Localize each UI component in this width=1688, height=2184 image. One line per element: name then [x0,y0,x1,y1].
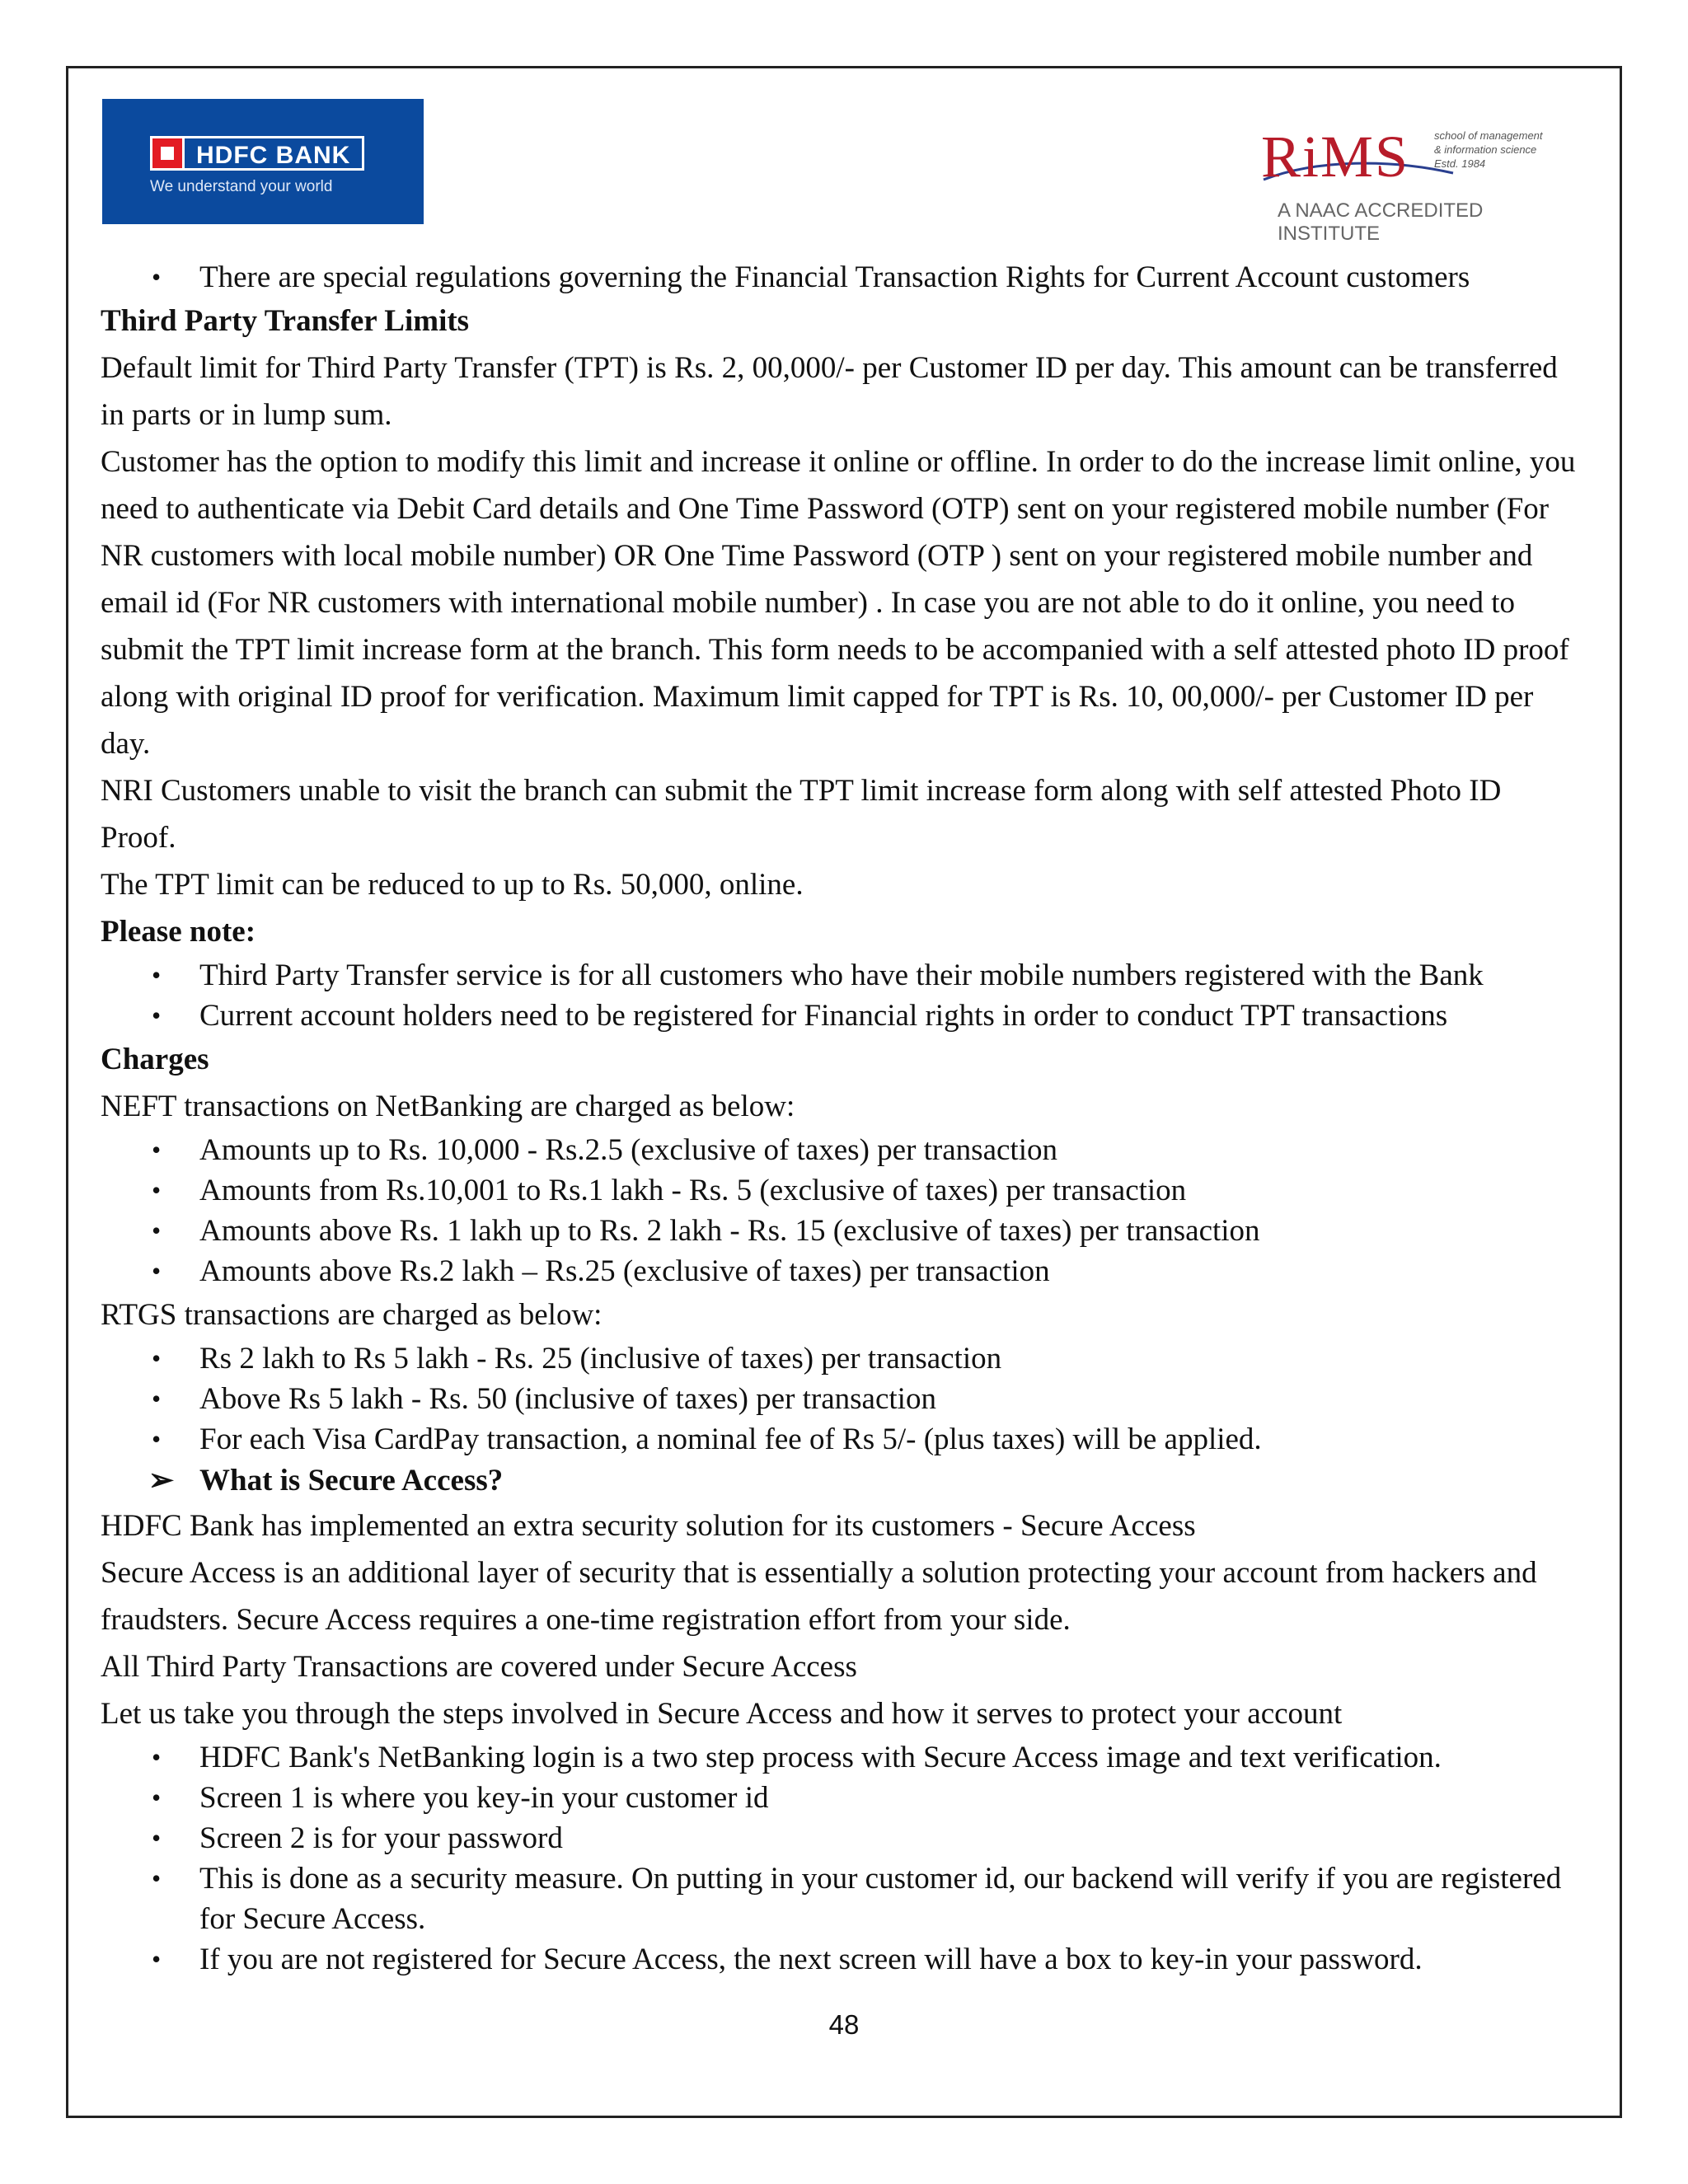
intro-list [101,257,1584,298]
list-item: • Third Party Transfer service is for all customers who have their mobile numbers registered with the Bank [101,955,1584,996]
paragraph: NRI Customers unable to visit the branch can submit the TPT limit increase form along with self attested Photo ID Proof. [101,774,1502,855]
rtgs-charges-list [101,1338,1584,1460]
arrow-bullet-icon: ➢ [148,1464,175,1497]
paragraph: Default limit for Third Party Transfer (TPT) is Rs. 2, 00,000/- per Customer ID per day. This amount can be transferred in parts or in lump sum. [101,351,1558,432]
paragraph: Let us take you through the steps involved in Secure Access and how it serves to protect your account [101,1697,1343,1731]
secure-access-list [101,1737,1584,1980]
list-item: • Screen 1 is where you key-in your customer id [101,1778,1584,1818]
page-number: 48 [828,2009,860,2040]
rims-logo [1259,124,1573,245]
list-item: • Amounts above Rs.2 lakh – Rs.25 (exclusive of taxes) per transaction [101,1251,1584,1291]
hdfc-logo-tagline: We understand your world [150,178,333,195]
paragraph: Customer has the option to modify this limit and increase it online or offline. In order to do the increase limit online, you need to authenticate via Debit Card details and One Time Password (OTP) sent on your registered mobile number (For NR customers with local mobile number) OR One Time Password (OTP ) sent on your registered mobile number and email id (For NR customers with international mobile number) . In case you are not able to do it online, you need to submit the TPT limit increase form at the branch. This form needs to be accompanied with a self attested photo ID proof along with original ID proof for verification. Maximum limit capped for TPT is Rs. 10, 00,000/- per Customer ID per day. [101,445,1576,761]
section-heading-note: Please note: [101,915,256,949]
list-item: • If you are not registered for Secure Access, the next screen will have a box to key-in your password. [101,1939,1584,1980]
section-heading-charges: Charges [101,1043,209,1076]
list-item: • Amounts above Rs. 1 lakh up to Rs. 2 lakh - Rs. 15 (exclusive of taxes) per transaction [101,1211,1584,1251]
paragraph: All Third Party Transactions are covered under Secure Access [101,1650,857,1684]
list-item: • This is done as a security measure. On putting in your customer id, our backend will verify if you are registered for Secure Access. [101,1858,1584,1939]
paragraph: RTGS transactions are charged as below: [101,1298,603,1332]
paragraph: The TPT limit can be reduced to up to Rs. 50,000, online. [101,868,804,902]
list-item: • Rs 2 lakh to Rs 5 lakh - Rs. 25 (inclusive of taxes) per transaction [101,1338,1584,1379]
section-heading-secure-access: ➢ What is Secure Access? [101,1460,1584,1502]
list-item: • HDFC Bank's NetBanking login is a two step process with Secure Access image and text verification. [101,1737,1584,1778]
list-item: • Current account holders need to be registered for Financial rights in order to conduct TPT transactions [101,996,1584,1036]
list-item: • Above Rs 5 lakh - Rs. 50 (inclusive of taxes) per transaction [101,1379,1584,1419]
rims-logo-subtext: school of management & information science Estd. 1984 [1434,129,1543,170]
document-body [101,257,1584,1980]
hdfc-bank-logo [102,99,424,224]
paragraph: HDFC Bank has implemented an extra security solution for its customers - Secure Access [101,1509,1196,1543]
paragraph: NEFT transactions on NetBanking are charged as below: [101,1090,795,1123]
list-item: • Screen 2 is for your password [101,1818,1584,1858]
list-item: • For each Visa CardPay transaction, a nominal fee of Rs 5/- (plus taxes) will be applied. [101,1419,1584,1460]
list-item: • There are special regulations governing the Financial Transaction Rights for Current Account customers [101,257,1584,298]
paragraph: Secure Access is an additional layer of security that is essentially a solution protecting your account from hackers and fraudsters. Secure Access requires a one-time registration effort from your side. [101,1556,1537,1637]
hdfc-logo-mark-icon [150,136,185,171]
list-item: • Amounts up to Rs. 10,000 - Rs.2.5 (exclusive of taxes) per transaction [101,1130,1584,1170]
note-list [101,955,1584,1036]
list-item: • Amounts from Rs.10,001 to Rs.1 lakh - Rs. 5 (exclusive of taxes) per transaction [101,1170,1584,1211]
section-heading-tpt: Third Party Transfer Limits [101,304,470,338]
rims-logo-word: RiMS [1261,124,1410,190]
neft-charges-list [101,1130,1584,1291]
rims-naac-text: A NAAC ACCREDITED INSTITUTE [1278,199,1484,245]
hdfc-logo-name: HDFC BANK [185,136,364,171]
